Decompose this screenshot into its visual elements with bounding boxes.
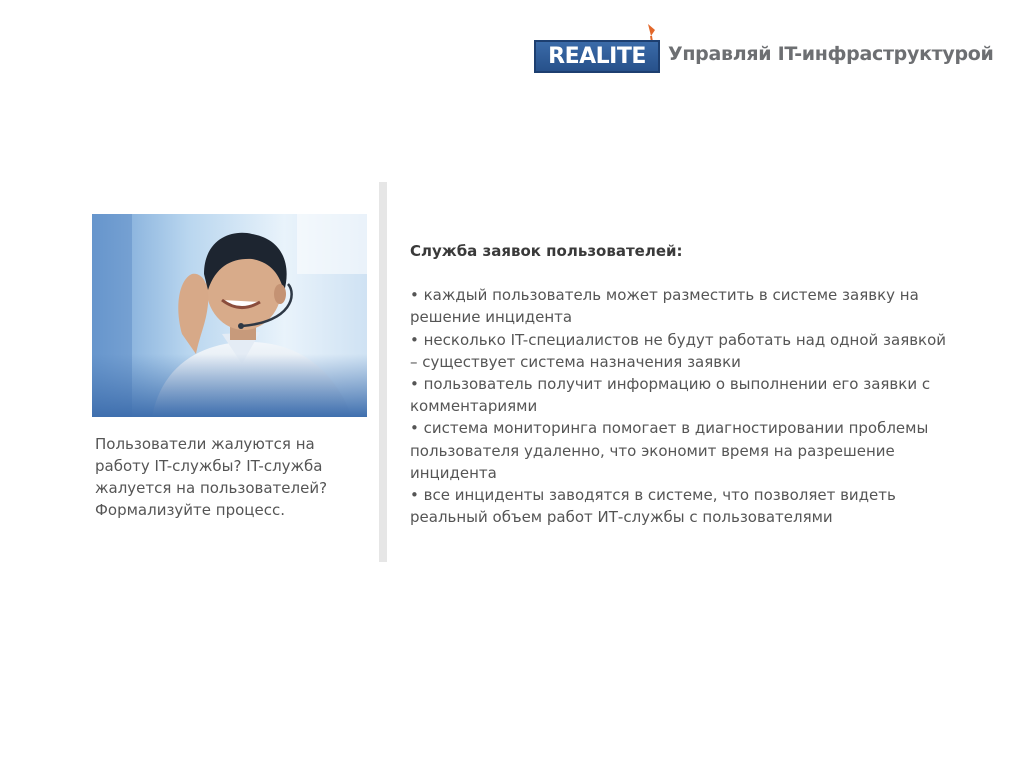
support-agent-photo xyxy=(92,214,367,417)
feature-bullet: • каждый пользователь может разместить в системе заявку на решение инцидента xyxy=(410,286,919,327)
feature-bullet: • все инциденты заводятся в системе, что позволяет видеть реальный объем работ ИТ-службы с пользователями xyxy=(410,486,896,527)
logo-tagline: Управляй IT-инфраструктурой xyxy=(668,43,994,65)
feature-heading: Служба заявок пользователей: xyxy=(410,242,683,260)
feature-bullet: • система мониторинга помогает в диагностировании проблемы пользователя удаленно, что экономит время на разрешение инцидента xyxy=(410,419,929,482)
feature-bullet: • пользователь получит информацию о выполнении его заявки с комментариями xyxy=(410,375,931,416)
feature-description xyxy=(410,240,955,528)
left-caption: Пользователи жалуются на работу IT-службы? IT-служба жалуется на пользователей? Формализуйте процесс. xyxy=(95,435,328,519)
feature-bullet: • несколько IT-специалистов не будут работать над одной заявкой – существует система назначения заявки xyxy=(410,330,947,371)
header-logo xyxy=(534,22,994,74)
logo-wordmark: REALITE xyxy=(534,40,660,73)
vertical-divider xyxy=(379,182,387,562)
